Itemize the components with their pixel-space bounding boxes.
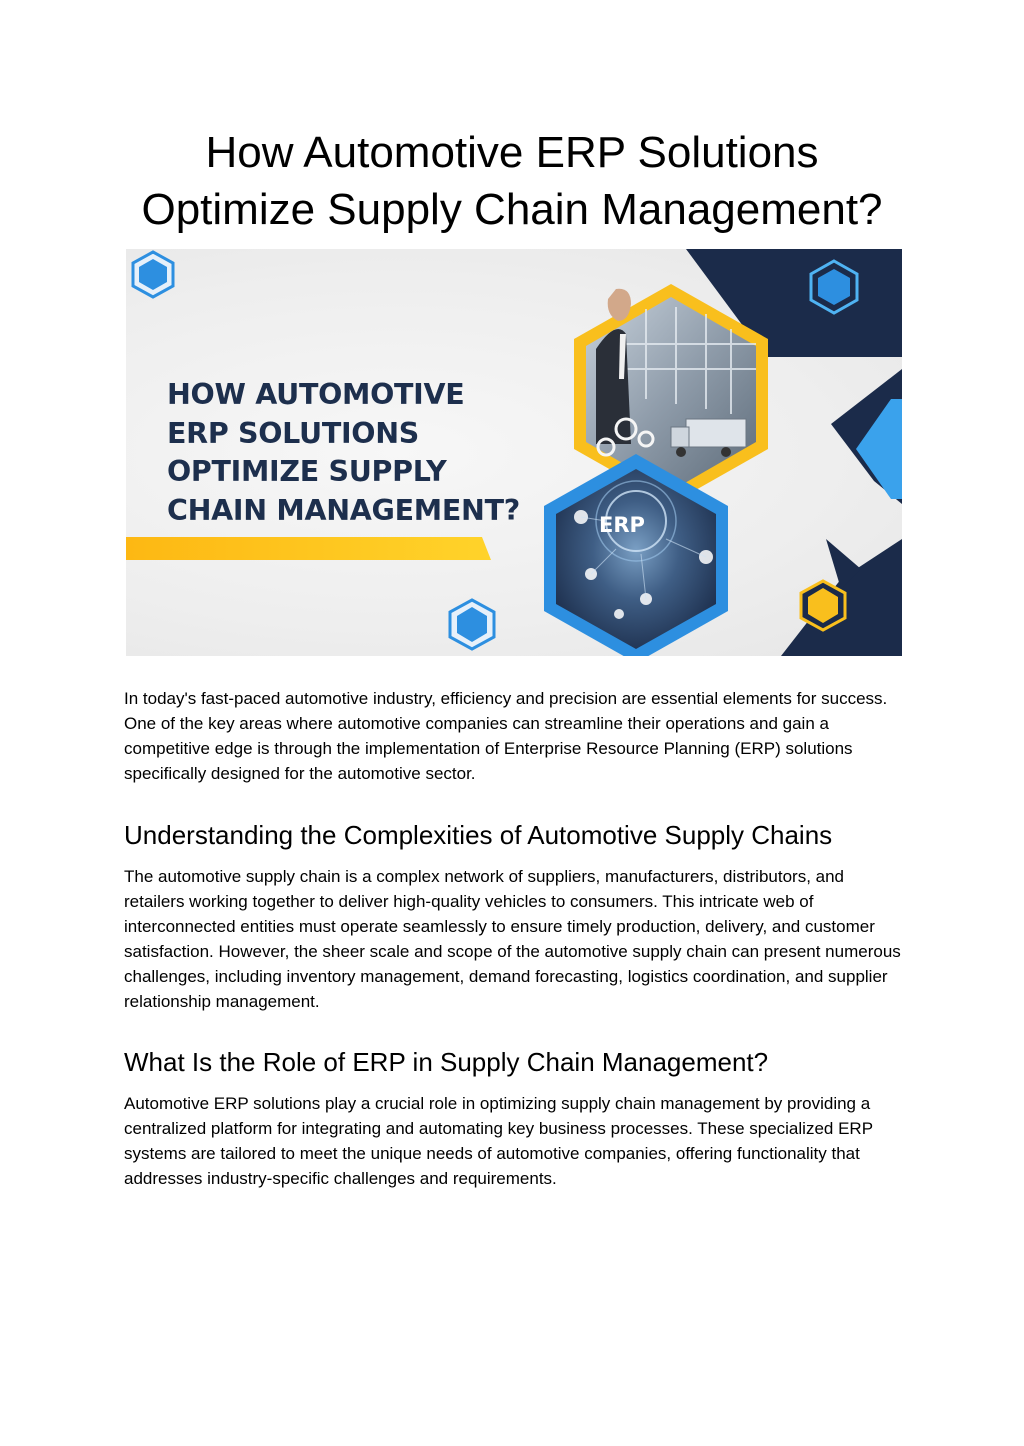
section-heading: What Is the Role of ERP in Supply Chain Management? <box>124 1047 769 1077</box>
banner-heading-line-1: HOW AUTOMOTIVE <box>167 378 465 411</box>
intro-paragraph: In today's fast-paced automotive industry, efficiency and precision are essential elements for success. One of the key areas where automotive companies can streamline their operations and gain a competitive edge is through the implementation of Enterprise Resource Planning (ERP) solutions specifically designed for the automotive sector. <box>124 689 888 783</box>
banner-heading-line-3: OPTIMIZE SUPPLY <box>167 455 447 488</box>
hexagon-icon <box>811 261 857 313</box>
section-heading: Understanding the Complexities of Automotive Supply Chains <box>124 820 833 850</box>
page-title <box>100 124 924 238</box>
section-body: The automotive supply chain is a complex network of suppliers, manufacturers, distributors, and retailers working together to deliver high-quality vehicles to consumers. This intricate web of interconnected entities must operate seamlessly to ensure timely production, delivery, and customer satisfaction. However, the sheer scale and scope of the automotive supply chain can present numerous challenges, including inventory management, demand forecasting, logistics coordination, and supplier relationship management. <box>124 867 901 1011</box>
banner-heading-line-2: ERP SOLUTIONS <box>167 416 420 450</box>
hexagon-icon <box>450 600 494 649</box>
hexagon-icon <box>801 581 845 630</box>
section-body: Automotive ERP solutions play a crucial role in optimizing supply chain management by providing a centralized platform for integrating and automating key business processes. These specialized ERP systems are tailored to meet the unique needs of automotive companies, offering functionality that addresses industry-specific challenges and requirements. <box>124 1094 873 1188</box>
hero-banner <box>126 249 902 656</box>
erp-label: ERP <box>599 513 645 537</box>
hexagon-icon <box>133 252 173 297</box>
accent-bar <box>126 537 491 560</box>
page-title-line-2: Optimize Supply Chain Management? <box>141 185 883 234</box>
banner-heading-line-4: CHAIN MANAGEMENT? <box>167 493 520 527</box>
page-title-line-1: How Automotive ERP Solutions <box>205 128 819 177</box>
banner-heading <box>167 376 520 530</box>
